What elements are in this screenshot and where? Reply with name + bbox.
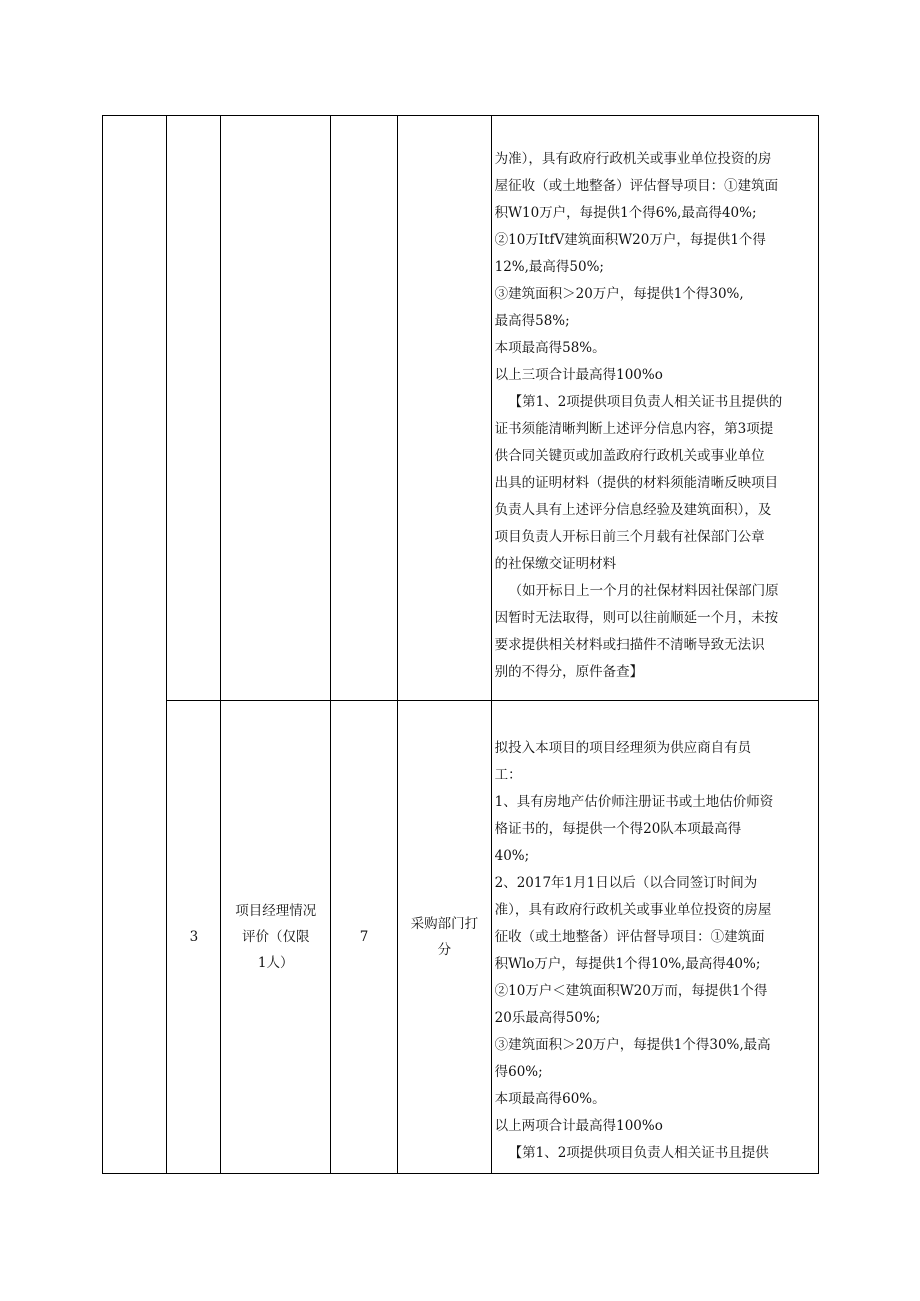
evidence-note-line: 【第1、2项提供项目负责人相关证书且提供: [508, 1145, 769, 1161]
criteria-line: 以上两项合计最高得100%o: [494, 1118, 663, 1134]
score-cell: [330, 116, 397, 701]
evidence-note-line: 供合同关键页或加盖政府行政机关或事业单位: [494, 448, 765, 464]
score-value: 7: [359, 928, 369, 945]
criteria-line: 最高得58%;: [494, 313, 570, 329]
method-label: [398, 911, 490, 963]
evidence-note-line: 证书须能清晰判断上述评分信息内容，第3项提: [494, 421, 774, 437]
criteria-line: 征收（或土地整备）评估督导项目：①建筑面: [494, 929, 765, 945]
evidence-note-line: 负责人具有上述评分信息经验及建筑面积），及: [494, 502, 772, 518]
evidence-note-line: 项目负责人开标日前三个月载有社保部门公章: [494, 529, 765, 545]
index-cell: [167, 116, 221, 701]
row-index: 3: [189, 928, 199, 945]
index-cell: [167, 701, 221, 1174]
criteria-line: ②10万ItfV建筑面积W20万户，每提供1个得: [494, 232, 766, 248]
criteria-line: ③建筑面积＞20万户，每提供1个得30%,: [494, 286, 744, 302]
scoring-table: [102, 115, 819, 1174]
criteria-line: 准），具有政府行政机关或事业单位投资的房屋: [494, 902, 772, 918]
evidence-note-line: 出具的证明材料（提供的材料须能清晰反映项目: [494, 475, 779, 491]
criteria-text: [492, 116, 818, 686]
criteria-line: 1、具有房地产估价师注册证书或土地估价师资: [494, 794, 774, 810]
evidence-note-line: 的社保缴交证明材料: [494, 556, 617, 572]
criteria-line: 本项最高得58%。: [494, 340, 606, 356]
item-label-line: 项目经理情况: [235, 903, 317, 919]
social-security-note-line: 别的不得分，原件备查】: [494, 664, 644, 680]
method-label-line: 采购部门打: [410, 916, 479, 932]
criteria-line: 屋征收（或土地整备）评估督导项目：①建筑面: [494, 178, 779, 194]
social-security-note-line: 因暂时无法取得，则可以往前顺延一个月，未按: [494, 610, 779, 626]
criteria-line: 为准），具有政府行政机关或事业单位投资的房: [494, 151, 772, 167]
criteria-line: 格证书的，每提供一个得20队本项最高得: [494, 821, 742, 837]
item-label-line: 评价（仅限: [241, 929, 310, 945]
social-security-note-line: 要求提供相关材料或扫描件不清晰导致无法识: [494, 637, 765, 653]
criteria-cell: [491, 116, 818, 701]
criteria-line: 2、2017年1月1日以后（以合同签订时间为: [494, 875, 758, 891]
table-row: [103, 116, 819, 701]
social-security-note-line: （如开标日上一个月的社保材料因社保部门原: [508, 583, 779, 599]
criteria-line: 积Wlo万户，每提供1个得10%,最高得40%;: [494, 956, 761, 972]
method-cell: [398, 701, 491, 1174]
score-cell: [330, 701, 397, 1174]
method-label-line: 分: [437, 942, 452, 958]
evidence-note-line: 【第1、2项提供项目负责人相关证书且提供的: [508, 394, 783, 410]
method-cell: [398, 116, 491, 701]
criteria-line: 工：: [494, 767, 522, 783]
criteria-line: ③建筑面积＞20万户，每提供1个得30%,最高: [494, 1037, 771, 1053]
item-cell: [221, 116, 330, 701]
item-label-line: 1人）: [257, 955, 294, 971]
criteria-line: 得60%;: [494, 1064, 543, 1080]
criteria-line: 40%;: [494, 848, 530, 864]
criteria-cell: [491, 701, 818, 1174]
item-cell: [221, 701, 330, 1174]
criteria-line: 本项最高得60%。: [494, 1091, 606, 1107]
criteria-line: 20乐最高得50%;: [494, 1010, 601, 1026]
item-label: [221, 898, 329, 976]
criteria-text: [492, 701, 818, 1167]
criteria-line: 积W10万户，每提供1个得6%,最高得40%;: [494, 205, 757, 221]
table-row: [103, 701, 819, 1174]
criteria-line: ②10万户＜建筑面积W20万而，每提供1个得: [494, 983, 768, 999]
category-cell: [103, 116, 167, 1174]
criteria-line: 12%,最高得50%;: [494, 259, 604, 275]
criteria-line: 拟投入本项目的项目经理须为供应商自有员: [494, 740, 752, 756]
criteria-line: 以上三项合计最高得100%o: [494, 367, 663, 383]
